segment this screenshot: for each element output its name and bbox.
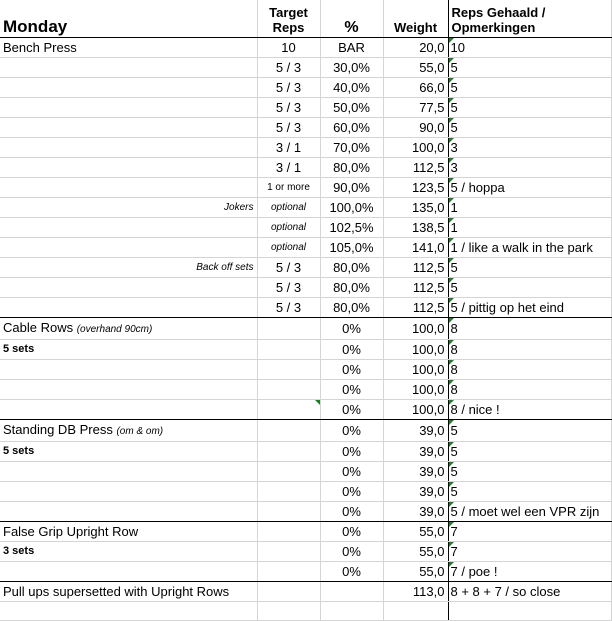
reps-cell[interactable]	[257, 359, 320, 379]
empty-cell[interactable]	[448, 601, 611, 620]
note-cell[interactable]	[448, 501, 611, 521]
label-cell[interactable]	[0, 97, 257, 117]
note-cell[interactable]	[448, 177, 611, 197]
dbpress-row	[0, 419, 611, 441]
sets-label[interactable]: 3 sets	[0, 541, 257, 561]
reps-cell[interactable]	[257, 481, 320, 501]
note-cell[interactable]	[448, 521, 611, 541]
weight-cell[interactable]: 20,0	[383, 37, 448, 57]
bench-row	[0, 57, 611, 77]
reps-cell[interactable]: 3 / 1	[257, 137, 320, 157]
dbpress-row	[0, 461, 611, 481]
reps-cell[interactable]	[257, 399, 320, 419]
weight-cell[interactable]: 100,0	[383, 399, 448, 419]
percent-header[interactable]: %	[320, 0, 383, 37]
comment-marker	[449, 482, 454, 487]
note-cell[interactable]	[448, 197, 611, 217]
note-text: 8	[450, 320, 458, 336]
pct-cell[interactable]: 0%	[320, 501, 383, 521]
weight-cell[interactable]: 100,0	[383, 359, 448, 379]
note-cell[interactable]	[448, 399, 611, 419]
note-cell[interactable]	[448, 297, 611, 317]
pct-cell[interactable]: 0%	[320, 461, 383, 481]
pct-cell[interactable]: 0%	[320, 379, 383, 399]
weight-cell[interactable]: 138,5	[383, 217, 448, 237]
weight-cell[interactable]: 55,0	[383, 541, 448, 561]
pct-cell[interactable]: 0%	[320, 481, 383, 501]
reps-cell[interactable]	[257, 317, 320, 339]
pct-cell[interactable]: 0%	[320, 317, 383, 339]
empty-cell[interactable]	[257, 601, 320, 620]
exercise-name[interactable]: False Grip Upright Row	[0, 521, 257, 541]
weight-cell[interactable]: 100,0	[383, 379, 448, 399]
comment-marker	[449, 318, 454, 323]
reps-cell[interactable]	[257, 339, 320, 359]
exercise-name[interactable]: Bench Press	[0, 37, 257, 57]
note-cell[interactable]	[448, 379, 611, 399]
pct-cell[interactable]: 0%	[320, 359, 383, 379]
comment-marker	[449, 158, 454, 163]
empty-row	[0, 601, 611, 620]
note-text: 7	[450, 523, 458, 539]
label-cell[interactable]	[0, 501, 257, 521]
upright-row	[0, 521, 611, 541]
weight-cell[interactable]: 135,0	[383, 197, 448, 217]
note-text: 5	[450, 99, 458, 115]
comment-marker	[449, 562, 454, 567]
label-cell[interactable]	[0, 379, 257, 399]
note-text: 7 / poe !	[450, 563, 498, 579]
pct-cell[interactable]: 80,0%	[320, 297, 383, 317]
comment-marker	[449, 258, 454, 263]
label-cell[interactable]	[0, 77, 257, 97]
label-cell[interactable]	[0, 237, 257, 257]
note-text: 3	[450, 159, 458, 175]
exercise-name[interactable]: Pull ups supersetted with Upright Rows	[0, 581, 257, 601]
bench-row	[0, 97, 611, 117]
weight-cell[interactable]: 123,5	[383, 177, 448, 197]
note-text: 5	[450, 59, 458, 75]
comment-marker	[449, 442, 454, 447]
exercise-name: Cable Rows	[3, 319, 74, 335]
cable-row	[0, 359, 611, 379]
note-text: 5	[450, 422, 458, 438]
reps-cell[interactable]	[257, 461, 320, 481]
note-cell[interactable]	[448, 339, 611, 359]
pullups-row	[0, 581, 611, 601]
reps-cell[interactable]: optional	[257, 197, 320, 217]
bench-row	[0, 297, 611, 317]
note-cell[interactable]	[448, 481, 611, 501]
reps-cell[interactable]	[257, 581, 320, 601]
label-cell[interactable]	[0, 561, 257, 581]
exercise-name-cell[interactable]	[0, 419, 257, 441]
sets-label[interactable]: 5 sets	[0, 339, 257, 359]
reps-cell[interactable]: 5 / 3	[257, 257, 320, 277]
pct-cell[interactable]: 0%	[320, 399, 383, 419]
pct-cell[interactable]: 105,0%	[320, 237, 383, 257]
reps-cell[interactable]: 5 / 3	[257, 277, 320, 297]
bench-row	[0, 157, 611, 177]
comment-marker	[449, 522, 454, 527]
dbpress-row	[0, 481, 611, 501]
header-row	[0, 0, 611, 37]
reps-cell[interactable]	[257, 501, 320, 521]
comment-marker	[449, 278, 454, 283]
comment-marker	[449, 298, 454, 303]
reps-cell[interactable]: 10	[257, 37, 320, 57]
note-cell[interactable]	[448, 541, 611, 561]
comment-marker	[449, 420, 454, 425]
dbpress-row	[0, 441, 611, 461]
bench-row	[0, 117, 611, 137]
comment-marker	[449, 38, 454, 43]
note-text: 5 / hoppa	[450, 179, 505, 195]
note-cell[interactable]	[448, 461, 611, 481]
weight-cell[interactable]: 112,5	[383, 297, 448, 317]
exercise-detail: (overhand 90cm)	[76, 323, 153, 335]
label-cell[interactable]	[0, 137, 257, 157]
reps-cell[interactable]: 5 / 3	[257, 57, 320, 77]
bench-row	[0, 37, 611, 57]
comment-marker	[449, 58, 454, 63]
note-cell[interactable]	[448, 561, 611, 581]
label-cell[interactable]	[0, 157, 257, 177]
weight-cell[interactable]: 55,0	[383, 57, 448, 77]
sets-label[interactable]: 5 sets	[0, 441, 257, 461]
cable-row	[0, 339, 611, 359]
reps-cell[interactable]	[257, 541, 320, 561]
note-text: 5	[450, 463, 458, 479]
note-text: 5	[450, 443, 458, 459]
weight-header[interactable]: Weight	[383, 0, 448, 37]
weight-cell[interactable]: 55,0	[383, 561, 448, 581]
note-cell[interactable]	[448, 117, 611, 137]
label-cell[interactable]	[0, 217, 257, 237]
bench-row	[0, 137, 611, 157]
back-off-label[interactable]: Back off sets	[0, 257, 257, 277]
comment-marker	[449, 118, 454, 123]
note-text: 8 / nice !	[450, 401, 500, 417]
bench-row	[0, 177, 611, 197]
comment-marker	[449, 542, 454, 547]
pct-cell[interactable]: 90,0%	[320, 177, 383, 197]
reps-cell[interactable]: 5 / 3	[257, 77, 320, 97]
note-text: 10	[450, 39, 465, 55]
note-text: 5	[450, 483, 458, 499]
note-text: 8	[450, 341, 458, 357]
pct-cell[interactable]: 0%	[320, 339, 383, 359]
note-text: 5 / pittig op het eind	[450, 299, 564, 315]
pct-cell[interactable]: 50,0%	[320, 97, 383, 117]
note-cell[interactable]	[448, 97, 611, 117]
label-cell[interactable]	[0, 461, 257, 481]
bench-row	[0, 197, 611, 217]
note-cell[interactable]	[448, 237, 611, 257]
note-cell[interactable]	[448, 217, 611, 237]
note-text: 5	[450, 279, 458, 295]
note-text: 5	[450, 259, 458, 275]
reps-cell[interactable]: 3 / 1	[257, 157, 320, 177]
label-cell[interactable]	[0, 57, 257, 77]
note-text: 5	[450, 119, 458, 135]
note-text: 8	[450, 381, 458, 397]
reps-cell[interactable]: 5 / 3	[257, 117, 320, 137]
bench-row	[0, 257, 611, 277]
pct-cell[interactable]	[320, 581, 383, 601]
comment-marker	[449, 400, 454, 405]
weight-cell[interactable]: 100,0	[383, 137, 448, 157]
cable-row	[0, 379, 611, 399]
bench-row	[0, 237, 611, 257]
note-text: 5 / moet wel een VPR zijn	[450, 503, 600, 519]
pct-cell[interactable]: 0%	[320, 561, 383, 581]
weight-cell[interactable]: 141,0	[383, 237, 448, 257]
label-cell[interactable]	[0, 359, 257, 379]
empty-cell[interactable]	[0, 601, 257, 620]
cable-row	[0, 399, 611, 419]
label-cell[interactable]	[0, 117, 257, 137]
note-text: 1	[450, 219, 458, 235]
weight-cell[interactable]: 90,0	[383, 117, 448, 137]
note-cell[interactable]	[448, 257, 611, 277]
reps-cell[interactable]: 5 / 3	[257, 297, 320, 317]
reps-cell[interactable]	[257, 441, 320, 461]
pct-cell[interactable]: 0%	[320, 541, 383, 561]
note-cell[interactable]	[448, 137, 611, 157]
note-cell[interactable]	[448, 359, 611, 379]
reps-cell[interactable]: optional	[257, 237, 320, 257]
exercise-name: Standing DB Press	[3, 421, 113, 437]
note-cell[interactable]	[448, 57, 611, 77]
weight-cell[interactable]: 112,5	[383, 277, 448, 297]
note-text: 1	[450, 199, 458, 215]
comment-marker	[449, 360, 454, 365]
note-cell[interactable]	[448, 277, 611, 297]
cable-row	[0, 317, 611, 339]
note-text: 8	[450, 361, 458, 377]
pct-cell[interactable]: 40,0%	[320, 77, 383, 97]
label-cell[interactable]	[0, 481, 257, 501]
comment-marker	[449, 238, 454, 243]
weight-cell[interactable]: 66,0	[383, 77, 448, 97]
pct-cell[interactable]: BAR	[320, 37, 383, 57]
comment-marker	[449, 138, 454, 143]
empty-cell[interactable]	[320, 601, 383, 620]
pct-cell[interactable]: 80,0%	[320, 277, 383, 297]
pct-cell[interactable]: 100,0%	[320, 197, 383, 217]
comment-marker	[315, 400, 320, 405]
comment-marker	[449, 502, 454, 507]
exercise-detail: (om & om)	[116, 425, 164, 437]
note-text: 3	[450, 139, 458, 155]
pct-cell[interactable]: 30,0%	[320, 57, 383, 77]
dbpress-row	[0, 501, 611, 521]
weight-cell[interactable]: 39,0	[383, 419, 448, 441]
note-cell[interactable]	[448, 317, 611, 339]
exercise-name-cell[interactable]	[0, 317, 257, 339]
weight-cell[interactable]: 39,0	[383, 481, 448, 501]
day-title[interactable]: Monday	[0, 0, 257, 37]
comment-marker	[449, 178, 454, 183]
note-cell[interactable]	[448, 157, 611, 177]
comment-marker	[449, 98, 454, 103]
comment-marker	[449, 198, 454, 203]
weight-cell[interactable]: 55,0	[383, 521, 448, 541]
reps-cell[interactable]: optional	[257, 217, 320, 237]
note-cell[interactable]: 8 + 8 + 7 / so close	[448, 581, 611, 601]
pct-cell[interactable]: 70,0%	[320, 137, 383, 157]
upright-row	[0, 541, 611, 561]
weight-cell[interactable]: 100,0	[383, 339, 448, 359]
weight-cell[interactable]: 39,0	[383, 441, 448, 461]
target-reps-header[interactable]: Target Reps	[257, 0, 320, 37]
label-cell[interactable]	[0, 277, 257, 297]
reps-cell[interactable]	[257, 521, 320, 541]
label-cell[interactable]	[0, 399, 257, 419]
weight-cell[interactable]: 112,5	[383, 157, 448, 177]
weight-cell[interactable]: 112,5	[383, 257, 448, 277]
note-text: 1 / like a walk in the park	[450, 239, 593, 255]
bench-row	[0, 217, 611, 237]
comment-marker	[449, 380, 454, 385]
label-cell[interactable]	[0, 297, 257, 317]
weight-cell[interactable]: 39,0	[383, 461, 448, 481]
pct-cell[interactable]: 80,0%	[320, 157, 383, 177]
notes-header[interactable]: Reps Gehaald / Opmerkingen	[448, 0, 611, 37]
note-text: 5	[450, 79, 458, 95]
reps-cell[interactable]	[257, 419, 320, 441]
comment-marker	[449, 462, 454, 467]
note-cell[interactable]	[448, 37, 611, 57]
jokers-label[interactable]: Jokers	[0, 197, 257, 217]
comment-marker	[449, 340, 454, 345]
bench-row	[0, 77, 611, 97]
note-cell[interactable]	[448, 419, 611, 441]
note-cell[interactable]	[448, 77, 611, 97]
upright-row	[0, 561, 611, 581]
comment-marker	[449, 78, 454, 83]
pct-cell[interactable]: 102,5%	[320, 217, 383, 237]
weight-cell[interactable]: 39,0	[383, 501, 448, 521]
comment-marker	[449, 218, 454, 223]
weight-cell[interactable]: 113,0	[383, 581, 448, 601]
bench-row	[0, 277, 611, 297]
weight-cell[interactable]: 77,5	[383, 97, 448, 117]
reps-cell[interactable]: 1 or more	[257, 177, 320, 197]
pct-cell[interactable]: 80,0%	[320, 257, 383, 277]
reps-cell[interactable]	[257, 379, 320, 399]
note-text: 7	[450, 543, 458, 559]
pct-cell[interactable]: 0%	[320, 441, 383, 461]
empty-cell[interactable]	[383, 601, 448, 620]
pct-cell[interactable]: 0%	[320, 521, 383, 541]
pct-cell[interactable]: 0%	[320, 419, 383, 441]
reps-cell[interactable]	[257, 561, 320, 581]
note-cell[interactable]	[448, 441, 611, 461]
label-cell[interactable]	[0, 177, 257, 197]
reps-cell[interactable]: 5 / 3	[257, 97, 320, 117]
weight-cell[interactable]: 100,0	[383, 317, 448, 339]
pct-cell[interactable]: 60,0%	[320, 117, 383, 137]
